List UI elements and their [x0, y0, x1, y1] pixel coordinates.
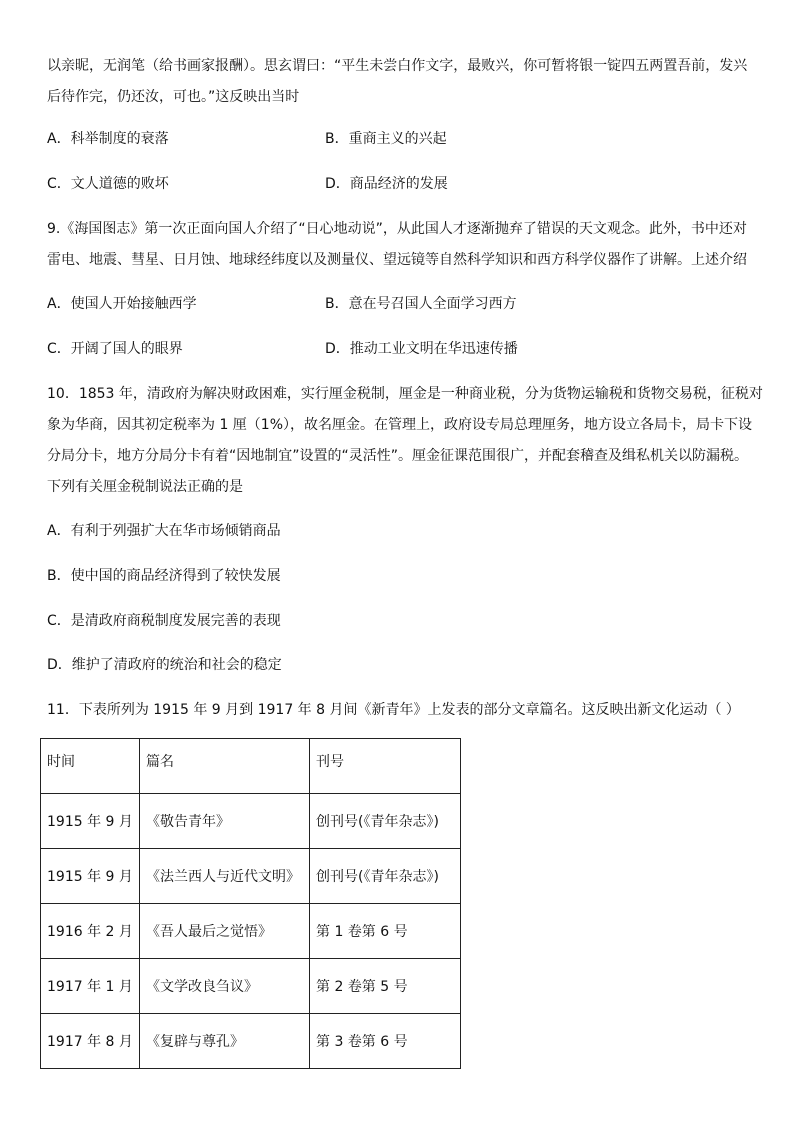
cell-title: 《复辟与尊孔》	[140, 1014, 310, 1069]
table-row	[41, 794, 461, 849]
q8-stem-line-1: 以亲昵，无润笔（给书画家报酬）。思玄谓曰：“平生未尝白作文字，最败兴，你可暂将银一锭四五两置吾前，发兴	[47, 58, 748, 74]
table-row	[41, 904, 461, 959]
table-row	[41, 849, 461, 904]
cell-time: 1917 年 8 月	[41, 1014, 140, 1069]
q10-option-a: A．有利于列强扩大在华市场倾销商品	[47, 523, 281, 539]
header-cell-title: 篇名	[140, 739, 310, 794]
q10-stem-line-2: 象为华商，因其初定税率为 1 厘（1%），故名厘金。在管理上，政府设专局总理厘务，地方设立各局卡，局卡下设	[47, 417, 753, 433]
cell-time: 1917 年 1 月	[41, 959, 140, 1014]
q8-stem-line-2: 后待作完，仍还汝，可也。”这反映出当时	[47, 89, 300, 105]
q11-stem: 11．下表所列为 1915 年 9 月到 1917 年 8 月间《新青年》上发表的部分文章篇名。这反映出新文化运动（ ）	[47, 702, 740, 718]
q8-option-a: A．科举制度的衰落	[47, 131, 169, 147]
q8-option-b: B．重商主义的兴起	[325, 131, 447, 147]
q9-option-c: C．开阔了国人的眼界	[47, 341, 183, 357]
cell-issue: 创刊号(《青年杂志》)	[310, 849, 461, 904]
cell-time: 1915 年 9 月	[41, 849, 140, 904]
q9-option-a: A．使国人开始接触西学	[47, 296, 197, 312]
q10-stem-line-4: 下列有关厘金税制说法正确的是	[47, 479, 243, 495]
q10-option-d: D．维护了清政府的统治和社会的稳定	[47, 657, 282, 673]
cell-time: 1915 年 9 月	[41, 794, 140, 849]
header-cell-issue: 刊号	[310, 739, 461, 794]
q9-option-b: B．意在号召国人全面学习西方	[325, 296, 517, 312]
q8-option-d: D．商品经济的发展	[325, 176, 448, 192]
table-row	[41, 959, 461, 1014]
cell-issue: 第 1 卷第 6 号	[310, 904, 461, 959]
q8-option-c: C．文人道德的败坏	[47, 176, 169, 192]
q10-stem-line-1: 10．1853 年，清政府为解决财政困难，实行厘金税制，厘金是一种商业税，分为货物运输税和货物交易税，征税对	[47, 386, 763, 402]
cell-title: 《法兰西人与近代文明》	[140, 849, 310, 904]
cell-time: 1916 年 2 月	[41, 904, 140, 959]
q9-option-d: D．推动工业文明在华迅速传播	[325, 341, 518, 357]
cell-title: 《吾人最后之觉悟》	[140, 904, 310, 959]
q11-table	[40, 738, 461, 1069]
q9-stem-line-2: 雷电、地震、彗星、日月蚀、地球经纬度以及测量仪、望远镜等自然科学知识和西方科学仪器作了讲解。上述介绍	[47, 252, 747, 268]
q9-stem-line-1: 9.《海国图志》第一次正面向国人介绍了“日心地动说”，从此国人才逐渐抛弃了错误的天文观念。此外，书中还对	[47, 221, 747, 237]
cell-issue: 第 3 卷第 6 号	[310, 1014, 461, 1069]
cell-title: 《敬告青年》	[140, 794, 310, 849]
table-header-row	[41, 739, 461, 794]
q10-option-c: C．是清政府商税制度发展完善的表现	[47, 613, 281, 629]
q10-option-b: B．使中国的商品经济得到了较快发展	[47, 568, 281, 584]
table-row	[41, 1014, 461, 1069]
q10-stem-line-3: 分局分卡，地方分局分卡有着“因地制宜”设置的“灵活性”。厘金征课范围很广，并配套稽查及缉私机关以防漏税。	[47, 448, 749, 464]
cell-issue: 创刊号(《青年杂志》)	[310, 794, 461, 849]
header-cell-time: 时间	[41, 739, 140, 794]
cell-issue: 第 2 卷第 5 号	[310, 959, 461, 1014]
cell-title: 《文学改良刍议》	[140, 959, 310, 1014]
